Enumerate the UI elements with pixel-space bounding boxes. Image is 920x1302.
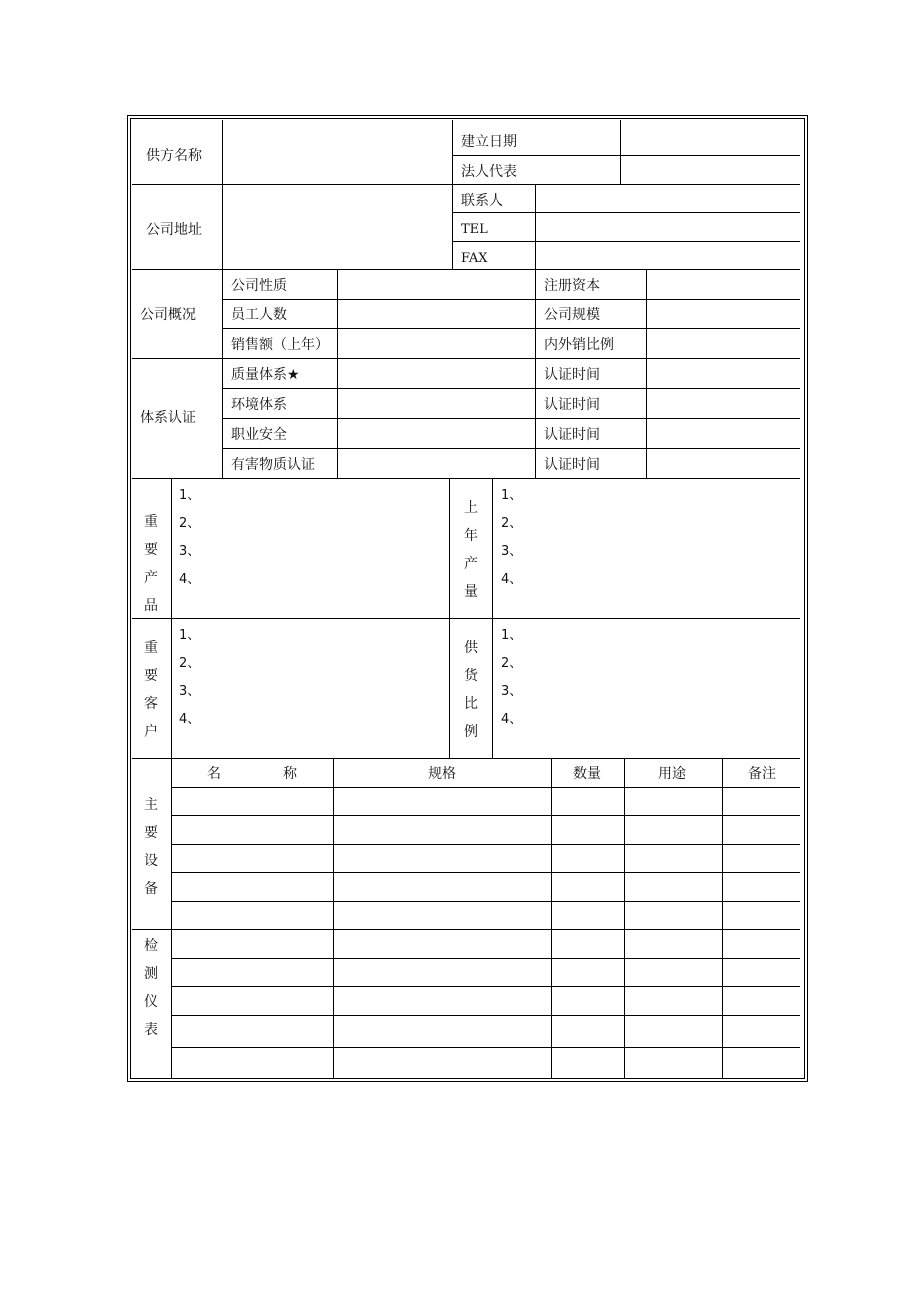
row-divider: [452, 241, 800, 242]
product-list: [179, 482, 200, 594]
table-row-line: [171, 872, 800, 873]
row-divider: [222, 448, 800, 449]
column-header-remark: 备注: [748, 766, 776, 782]
list-item: 2、: [501, 656, 523, 671]
cert-time-label: 认证时间: [544, 397, 600, 413]
row-divider: [452, 212, 800, 213]
hazard-cert-label: 有害物质认证: [231, 457, 315, 473]
supplier-name-label: 供方名称: [146, 148, 202, 164]
company-nature-label: 公司性质: [231, 278, 287, 294]
col-divider: [449, 479, 450, 759]
tel-label: TEL: [461, 222, 488, 237]
legal-rep-label: 法人代表: [461, 164, 517, 180]
row-divider: [132, 478, 800, 479]
list-item: 1、: [501, 488, 523, 503]
list-item: 4、: [179, 572, 201, 587]
column-header-spec: 规格: [428, 766, 456, 782]
row-divider: [132, 184, 800, 185]
list-item: 4、: [179, 712, 201, 727]
col-divider: [722, 759, 723, 1079]
company-scale-label: 公司规模: [544, 307, 600, 323]
sales-ratio-label: 内外销比例: [544, 337, 614, 353]
col-divider: [492, 479, 493, 759]
registered-capital-label: 注册资本: [544, 278, 600, 294]
certification-label: 体系认证: [140, 410, 196, 426]
table-row-line: [171, 958, 800, 959]
row-divider: [132, 929, 800, 930]
list-item: 2、: [179, 656, 201, 671]
sales-label: 销售额（上年）: [231, 337, 329, 353]
row-divider: [132, 269, 800, 270]
list-item: 3、: [501, 544, 523, 559]
col-divider: [624, 759, 625, 1079]
overview-label: 公司概况: [140, 307, 196, 323]
list-item: 1、: [179, 628, 201, 643]
staff-count-label: 员工人数: [231, 307, 287, 323]
table-row-line: [171, 901, 800, 902]
main-equipment-label: 主 要 设 备: [144, 797, 158, 897]
col-divider: [222, 120, 223, 270]
list-item: 3、: [179, 544, 201, 559]
col-divider: [452, 120, 453, 270]
cert-time-label: 认证时间: [544, 427, 600, 443]
cert-time-label: 认证时间: [544, 457, 600, 473]
table-row-line: [171, 844, 800, 845]
table-row-line: [171, 815, 800, 816]
col-divider: [535, 185, 536, 270]
col-divider: [171, 479, 172, 1079]
occupational-safety-label: 职业安全: [231, 427, 287, 443]
list-item: 1、: [501, 628, 523, 643]
important-customers-label: 重 要 客 户: [144, 640, 158, 740]
address-label: 公司地址: [146, 222, 202, 238]
column-header-name: 称: [283, 766, 297, 782]
environment-system-label: 环境体系: [231, 397, 287, 413]
fax-label: FAX: [461, 251, 488, 266]
important-products-label: 重 要 产 品: [144, 514, 158, 614]
list-item: 4、: [501, 572, 523, 587]
row-divider: [132, 358, 800, 359]
column-header-name: 名: [207, 766, 221, 782]
cert-time-label: 认证时间: [544, 367, 600, 383]
table-row-line: [171, 986, 800, 987]
row-divider: [222, 388, 800, 389]
row-divider: [222, 299, 800, 300]
supply-ratio-label: 供 货 比 例: [464, 640, 478, 740]
col-divider: [620, 120, 621, 185]
established-date-label: 建立日期: [461, 134, 517, 150]
list-item: 4、: [501, 712, 523, 727]
row-divider: [132, 758, 800, 759]
column-header-use: 用途: [658, 766, 686, 782]
column-header-qty: 数量: [573, 766, 601, 782]
row-divider: [222, 418, 800, 419]
list-item: 3、: [179, 684, 201, 699]
quality-system-label: 质量体系★: [231, 367, 300, 383]
list-item: 2、: [501, 516, 523, 531]
supply-ratio-list: [501, 622, 522, 734]
row-divider: [452, 155, 800, 156]
customer-list: [179, 622, 200, 734]
row-divider: [132, 618, 800, 619]
col-divider: [551, 759, 552, 1079]
last-year-output-label: 上 年 产 量: [464, 500, 478, 600]
col-divider: [333, 759, 334, 1079]
table-row-line: [171, 787, 800, 788]
list-item: 3、: [501, 684, 523, 699]
table-row-line: [171, 1015, 800, 1016]
list-item: 2、: [179, 516, 201, 531]
contact-label: 联系人: [461, 193, 503, 209]
row-divider: [222, 328, 800, 329]
output-list: [501, 482, 522, 594]
table-row-line: [171, 1047, 800, 1048]
test-instruments-label: 检 测 仪 表: [144, 938, 158, 1038]
list-item: 1、: [179, 488, 201, 503]
